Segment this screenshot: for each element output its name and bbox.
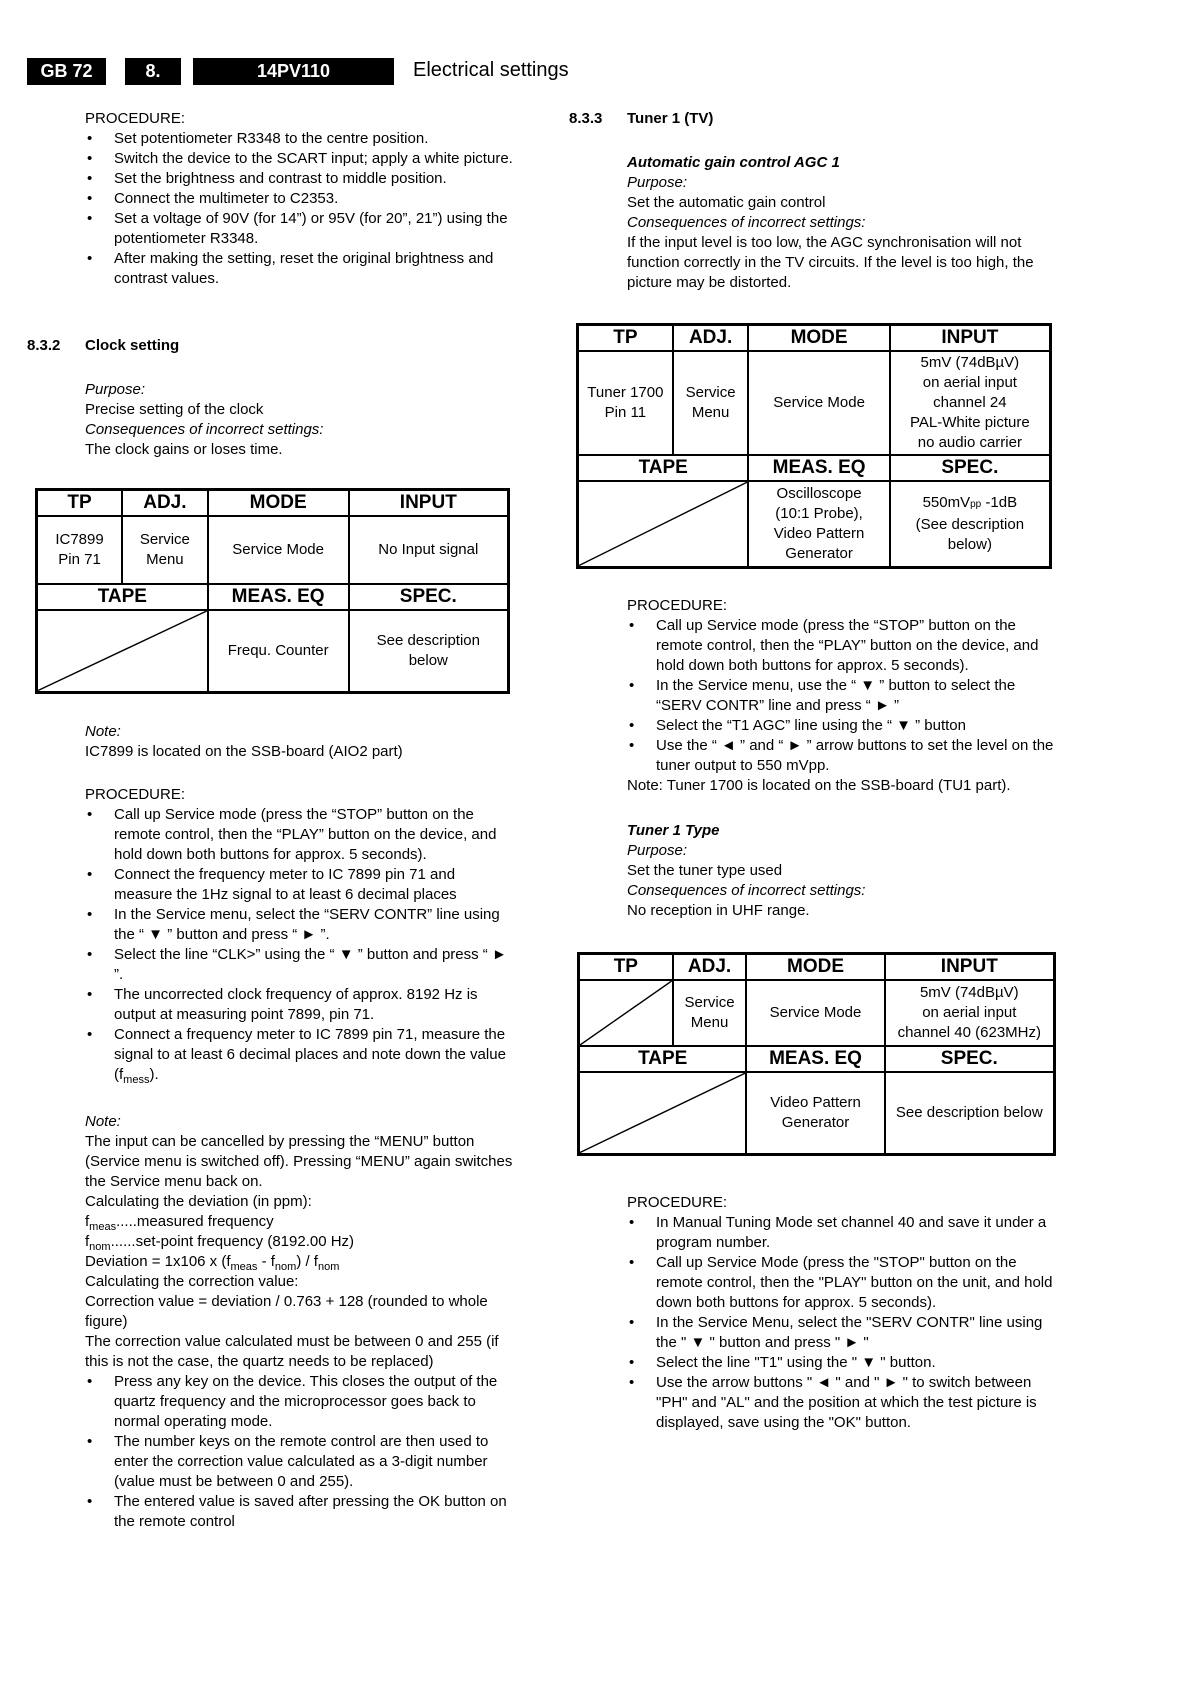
section-number: 8.3.3: [569, 110, 603, 127]
header-tp: TP: [578, 325, 673, 352]
list-item: • In the Service Menu, select the "SERV CONTR" line using the " ▼ " button and press " ► ": [627, 1313, 1057, 1353]
cell-tape-empty: [579, 1072, 747, 1154]
procedure-crt-voltage: [85, 109, 515, 289]
purpose-label: Purpose:: [627, 842, 688, 859]
model-tab: 14PV110: [193, 58, 394, 85]
header-input: INPUT: [349, 490, 509, 517]
diagonal-line-icon: [580, 981, 672, 1045]
header-input: INPUT: [885, 954, 1055, 981]
input-line: on aerial input: [922, 1004, 1017, 1021]
spec-line: below: [408, 651, 448, 669]
list-item: • Use the “ ◄ ” and “ ► ” arrow buttons to set the level on the tuner output to 550 mVpp.: [627, 736, 1057, 776]
formula-text: Deviation = 1x106 x (f: [85, 1253, 231, 1270]
procedure-label: PROCEDURE:: [627, 597, 728, 614]
meas-line: Video Pattern: [773, 524, 865, 542]
note-ic7899: [85, 722, 515, 762]
list-item: [85, 1025, 515, 1085]
formula-fmeas: [85, 1212, 515, 1232]
cell-tape-empty: [37, 610, 208, 692]
note-text: IC7899 is located on the SSB-board (AIO2 part): [85, 743, 403, 760]
cell-meas-eq: [748, 481, 889, 567]
procedure-label: PROCEDURE:: [85, 786, 186, 803]
adj-line: Service: [139, 531, 190, 548]
input-line: 5mV (74dBµV): [919, 984, 1019, 1001]
cell-tape-empty: [578, 481, 749, 567]
purpose-label: Purpose:: [85, 381, 146, 398]
procedure-list: [85, 1372, 515, 1532]
list-item-text: ).: [149, 1066, 159, 1083]
input-line: no audio carrier: [917, 434, 1022, 451]
formula-text: ) / f: [296, 1253, 318, 1270]
input-line: channel 24: [933, 394, 1007, 411]
consequences-label: Consequences of incorrect settings:: [627, 214, 866, 231]
clock-purpose-block: [85, 380, 515, 460]
list-item: • Call up Service mode (press the “STOP” button on the remote control, then the “PLAY” button on the device, and hold down both buttons for approx. 5 seconds).: [627, 616, 1057, 676]
adj-line: Menu: [690, 1014, 729, 1031]
list-item: • Call up Service mode (press the “STOP” button on the remote control, then the “PLAY” button on the device, and hold down both buttons for approx. 5 seconds).: [85, 805, 515, 865]
input-line: PAL-White picture: [909, 414, 1030, 431]
tp-line: IC7899: [55, 531, 104, 548]
cell-tp-empty: [579, 980, 673, 1046]
header-adj: ADJ.: [122, 490, 208, 517]
page-title: Electrical settings: [413, 59, 569, 81]
procedure-label: PROCEDURE:: [627, 1194, 728, 1211]
list-item: • The uncorrected clock frequency of approx. 8192 Hz is output at measuring point 7899, pin 71.: [85, 985, 515, 1025]
cell-input: [890, 351, 1051, 455]
adj-line: Service: [685, 384, 736, 401]
procedure-list: [85, 129, 515, 289]
agc-adjustment-table: [576, 323, 1052, 569]
procedure-clock: [85, 785, 515, 1085]
page-number-tab: GB 72: [27, 58, 106, 85]
list-item: • In Manual Tuning Mode set channel 40 and save it under a program number.: [627, 1213, 1057, 1253]
header-mode: MODE: [208, 490, 349, 517]
procedure-tuner-type: [627, 1193, 1057, 1433]
diagonal-line-icon: [579, 482, 747, 566]
subscript: meas: [89, 1221, 117, 1233]
tuner-type-block: [627, 821, 1057, 921]
diagonal-line-icon: [38, 611, 207, 691]
consequences-label: Consequences of incorrect settings:: [627, 882, 866, 899]
list-item: • Press any key on the device. This closes the output of the quartz frequency and the microprocessor goes back to normal operating mode.: [85, 1372, 515, 1432]
tuner-type-table: [577, 952, 1056, 1156]
header-mode: MODE: [748, 325, 889, 352]
purpose-label: Purpose:: [627, 174, 688, 191]
purpose-text: Precise setting of the clock: [85, 401, 264, 418]
tp-line: Tuner 1700: [587, 384, 664, 401]
list-item: • The number keys on the remote control are then used to enter the correction value calculated as a 3-digit number (value must be between 0 and 255).: [85, 1432, 515, 1492]
adj-line: Service: [684, 994, 735, 1011]
cell-mode: Service Mode: [748, 351, 889, 455]
section-title: Tuner 1 (TV): [627, 110, 714, 127]
spec-line: below): [947, 535, 992, 553]
note-calculation: [85, 1112, 515, 1532]
meas-line: Generator: [781, 1113, 850, 1131]
subscript: nom: [274, 1261, 297, 1273]
formula-symbol: f: [85, 1213, 90, 1230]
header-meas-eq: MEAS. EQ: [746, 1046, 884, 1072]
header-tape: TAPE: [578, 455, 749, 481]
header-spec: SPEC.: [349, 584, 509, 610]
procedure-list: [627, 616, 1057, 776]
list-item: • Select the line “CLK>” using the “ ▼ ” button and press “ ► ”.: [85, 945, 515, 985]
section-number: 8.3.2: [27, 337, 61, 354]
cell-spec: See description below: [885, 1072, 1055, 1154]
header-mode: MODE: [746, 954, 884, 981]
list-item: • The entered value is saved after pressing the OK button on the remote control: [85, 1492, 515, 1532]
meas-line: (10:1 Probe),: [775, 504, 863, 522]
subsection-title: Automatic gain control AGC 1: [627, 154, 840, 171]
list-item: • Select the “T1 AGC” line using the “ ▼ ” button: [627, 716, 1057, 736]
section-title: Clock setting: [85, 337, 180, 354]
list-item: • Set a voltage of 90V (for 14”) or 95V (for 20”, 21”) using the potentiometer R3348.: [85, 209, 515, 249]
section-heading-clock: [27, 336, 179, 356]
list-item: • After making the setting, reset the original brightness and contrast values.: [85, 249, 515, 289]
cell-adj: [673, 980, 747, 1046]
section-heading-tuner: [569, 109, 713, 129]
adj-line: Menu: [146, 551, 184, 568]
list-item: • Select the line "T1" using the " ▼ " button.: [627, 1353, 1057, 1373]
list-item: • Connect the frequency meter to IC 7899 pin 71 and measure the 1Hz signal to at least 6 decimal places: [85, 865, 515, 905]
header-meas-eq: MEAS. EQ: [748, 455, 889, 481]
header-spec: SPEC.: [890, 455, 1051, 481]
header-input: INPUT: [890, 325, 1051, 352]
list-item: • Set the brightness and contrast to middle position.: [85, 169, 515, 189]
purpose-text: Set the tuner type used: [627, 862, 783, 879]
spec-value: -1dB: [981, 493, 1018, 511]
note-text: Calculating the deviation (in ppm):: [85, 1193, 312, 1210]
cell-mode: Service Mode: [208, 516, 349, 584]
formula-deviation: [85, 1252, 515, 1272]
note-text: The input can be cancelled by pressing the “MENU” button (Service menu is switched off). Pressing “MENU” again switches the Service menu back on.: [85, 1133, 513, 1190]
input-line: on aerial input: [922, 374, 1017, 391]
cell-mode: Service Mode: [746, 980, 884, 1046]
formula-symbol: f: [85, 1233, 90, 1250]
subscript: nom: [317, 1261, 340, 1273]
note-text: The correction value calculated must be between 0 and 255 (if this is not the case, the quartz needs to be replaced): [85, 1333, 499, 1370]
subscript: nom: [89, 1241, 111, 1253]
input-line: channel 40 (623MHz): [897, 1024, 1042, 1041]
list-item: • In the Service menu, select the “SERV CONTR” line using the “ ▼ ” button and press “ ► ”.: [85, 905, 515, 945]
consequences-label: Consequences of incorrect settings:: [85, 421, 324, 438]
header-tp: TP: [579, 954, 673, 981]
subsection-title: Tuner 1 Type: [627, 822, 720, 839]
procedure-list: [85, 805, 515, 1085]
subscript: meas: [230, 1261, 258, 1273]
spec-value: 550mV: [922, 493, 971, 511]
cell-tp: [37, 516, 123, 584]
purpose-text: Set the automatic gain control: [627, 194, 826, 211]
note-label: Note:: [85, 1113, 121, 1130]
note-text: Correction value = deviation / 0.763 + 128 (rounded to whole figure): [85, 1293, 488, 1330]
list-item: • Switch the device to the SCART input; apply a white picture.: [85, 149, 515, 169]
spec-line: (See description: [915, 515, 1025, 533]
procedure-list: [627, 1213, 1057, 1433]
input-line: 5mV (74dBµV): [920, 354, 1020, 371]
consequences-text: No reception in UHF range.: [627, 902, 810, 919]
list-item: • Connect the multimeter to C2353.: [85, 189, 515, 209]
meas-line: Generator: [785, 544, 853, 562]
procedure-label: PROCEDURE:: [85, 110, 186, 127]
tp-line: Pin 71: [58, 551, 101, 568]
cell-meas-eq: [746, 1072, 884, 1154]
spec-line: See description: [376, 631, 480, 649]
header-tape: TAPE: [579, 1046, 747, 1072]
header-tape: TAPE: [37, 584, 208, 610]
formula-fnom: [85, 1232, 515, 1252]
list-item: • Use the arrow buttons " ◄ " and " ► " to switch between "PH" and "AL" and the position at which the test picture is displayed, save using the "OK" button.: [627, 1373, 1057, 1433]
meas-line: Oscilloscope: [776, 484, 862, 502]
formula-text: .....measured frequency: [116, 1213, 274, 1230]
note-label: Note:: [85, 723, 121, 740]
tp-line: Pin 11: [604, 404, 647, 421]
chapter-tab: 8.: [125, 58, 181, 85]
header-tp: TP: [37, 490, 123, 517]
cell-adj: [122, 516, 208, 584]
cell-spec: [349, 610, 509, 692]
cell-input: No Input signal: [349, 516, 509, 584]
header-adj: ADJ.: [673, 954, 747, 981]
spec-subscript: pp: [970, 498, 982, 510]
adj-line: Menu: [691, 404, 730, 421]
procedure-agc: [627, 596, 1057, 796]
cell-meas-eq: Frequ. Counter: [208, 610, 349, 692]
consequences-text: The clock gains or loses time.: [85, 441, 283, 458]
clock-adjustment-table: [35, 488, 510, 694]
meas-line: Video Pattern: [770, 1093, 861, 1111]
header-adj: ADJ.: [673, 325, 749, 352]
agc-purpose-block: [627, 153, 1057, 293]
list-item: • Set potentiometer R3348 to the centre position.: [85, 129, 515, 149]
cell-spec: [890, 481, 1051, 567]
cell-input: [885, 980, 1055, 1046]
formula-text: ......set-point frequency (8192.00 Hz): [110, 1233, 355, 1250]
diagonal-line-icon: [580, 1073, 745, 1153]
consequences-text: If the input level is too low, the AGC synchronisation will not function correctly in the TV circuits. If the level is too high, the picture may be distorted.: [627, 234, 1034, 291]
subscript: mess: [123, 1074, 150, 1086]
header-meas-eq: MEAS. EQ: [208, 584, 349, 610]
cell-adj: [673, 351, 749, 455]
list-item-text: Connect a frequency meter to IC 7899 pin 71, measure the signal to at least 6 decimal places and note down the value (f: [114, 1026, 506, 1083]
formula-text: - f: [257, 1253, 275, 1270]
header-spec: SPEC.: [885, 1046, 1055, 1072]
list-item: • Call up Service Mode (press the "STOP" button on the remote control, then the "PLAY" button on the unit, and hold down both buttons for approx. 5 seconds).: [627, 1253, 1057, 1313]
list-item: • In the Service menu, use the “ ▼ ” button to select the “SERV CONTR” line and press “ ► ”: [627, 676, 1057, 716]
note-text: Note: Tuner 1700 is located on the SSB-board (TU1 part).: [627, 777, 1011, 794]
cell-tp: [578, 351, 673, 455]
note-text: Calculating the correction value:: [85, 1273, 299, 1290]
